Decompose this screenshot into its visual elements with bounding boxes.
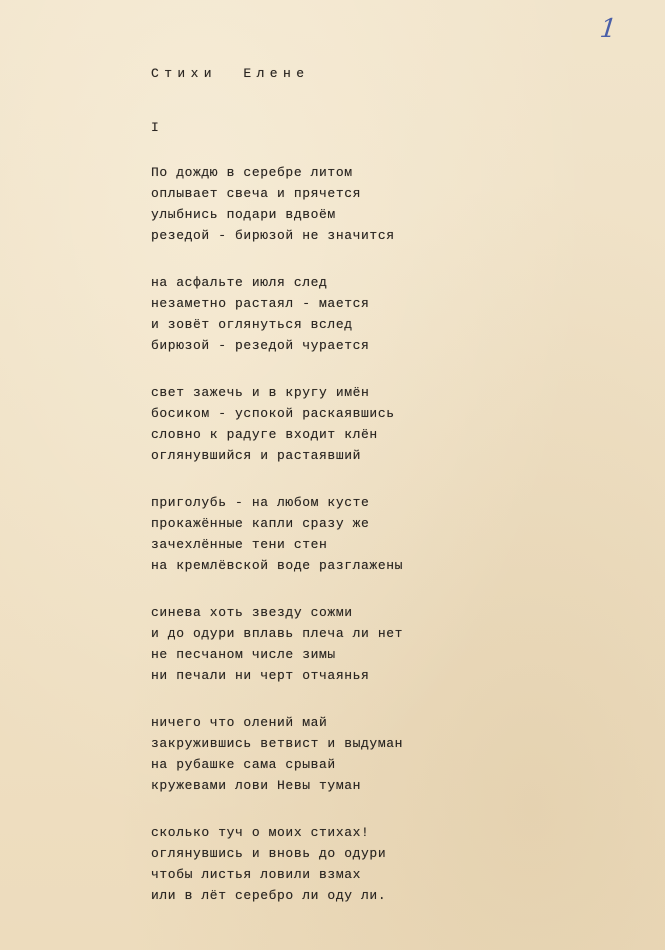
poem-line: прокажённые капли сразу же (151, 516, 370, 531)
poem-line: оглянувшийся и растаявший (151, 448, 362, 463)
handwritten-page-number: 1 (598, 14, 619, 44)
poem-line: не песчаном числе зимы (151, 647, 336, 662)
stanza (151, 272, 631, 356)
poem-line: незаметно растаял - мается (151, 296, 370, 311)
poem-line: По дождю в серебре литом (151, 165, 353, 180)
poem-line: приголубь - на любом кусте (151, 495, 370, 510)
poem-line: закружившись ветвист и выдуман (151, 736, 404, 751)
poem-line: зачехлённые тени стен (151, 537, 328, 552)
stanza (151, 602, 631, 686)
poem-line: на рубашке сама срывай (151, 757, 336, 772)
poem-body (151, 162, 631, 932)
poem-line: синева хоть звезду сожми (151, 605, 353, 620)
stanza (151, 822, 631, 906)
poem-line: или в лёт серебро ли оду ли. (151, 888, 387, 903)
stanza (151, 162, 631, 246)
poem-line: ни печали ни черт отчаянья (151, 668, 370, 683)
poem-line: ничего что олений май (151, 715, 328, 730)
poem-line: оплывает свеча и прячется (151, 186, 362, 201)
poem-line: и зовёт оглянуться вслед (151, 317, 353, 332)
poem-line: кружевами лови Невы туман (151, 778, 362, 793)
stanza (151, 382, 631, 466)
poem-line: и до одури вплавь плеча ли нет (151, 626, 404, 641)
poem-line: на асфальте июля след (151, 275, 328, 290)
stanza (151, 712, 631, 796)
section-numeral: I (151, 120, 160, 135)
poem-line: резедой - бирюзой не значится (151, 228, 395, 243)
poem-line: босиком - успокой раскаявшись (151, 406, 395, 421)
poem-line: оглянувшись и вновь до одури (151, 846, 387, 861)
poem-line: улыбнись подари вдвоём (151, 207, 336, 222)
poem-line: словно к радуге входит клён (151, 427, 378, 442)
poem-line: свет зажечь и в кругу имён (151, 385, 370, 400)
poem-line: чтобы листья ловили взмах (151, 867, 362, 882)
poem-line: на кремлёвской воде разглажены (151, 558, 404, 573)
poem-line: сколько туч о моих стихах! (151, 825, 370, 840)
poem-title: Стихи Елене (151, 66, 310, 81)
stanza (151, 492, 631, 576)
poem-line: бирюзой - резедой чурается (151, 338, 370, 353)
